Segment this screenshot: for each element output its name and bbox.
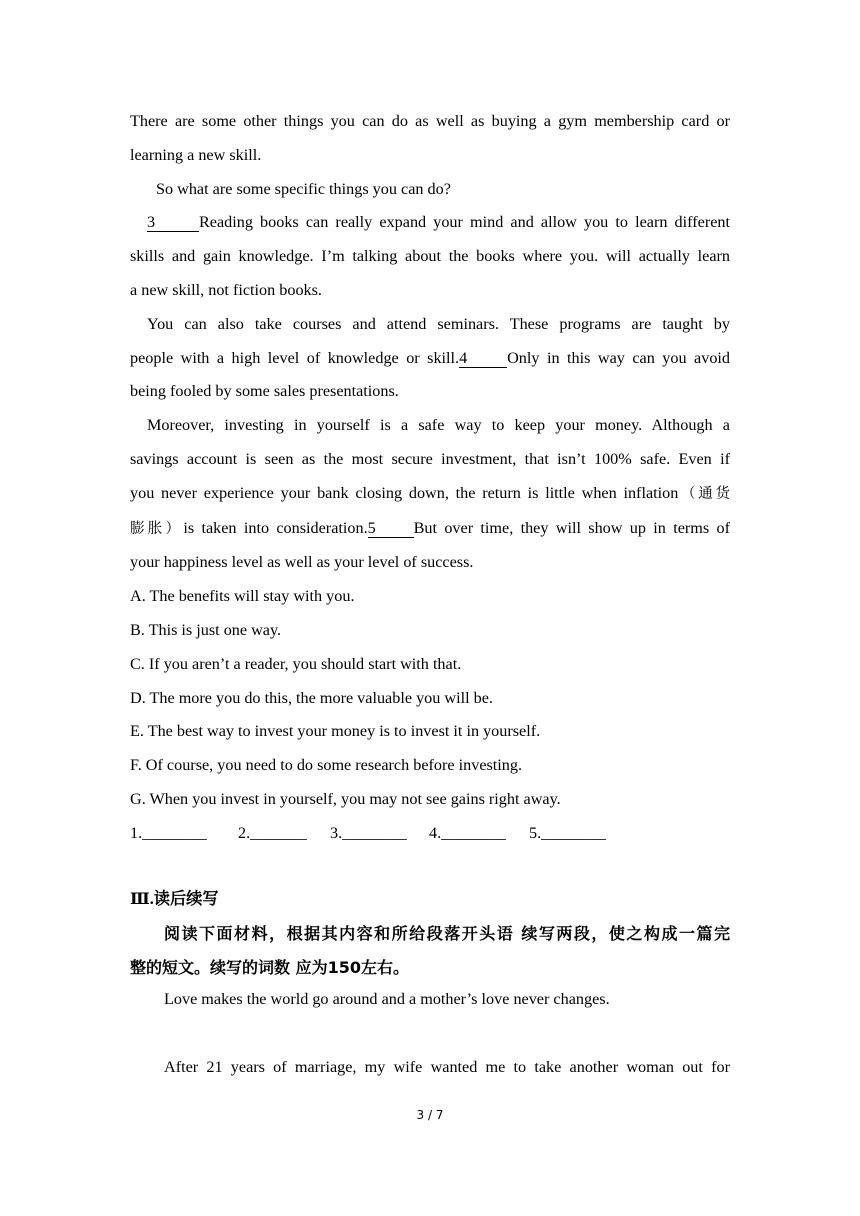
passage-text: But over time, they will show up in terms of bbox=[413, 518, 730, 537]
passage-text: Reading books can really expand your mind and allow you to learn different bbox=[199, 213, 730, 232]
page-number: 3 / 7 bbox=[416, 1108, 444, 1122]
passage-line: a new skill, not fiction books. bbox=[130, 280, 322, 299]
passage-line bbox=[130, 512, 730, 547]
passage-line: You can also take courses and attend seminars. These programs are taught by bbox=[147, 314, 730, 333]
answer-4: 4.________ bbox=[429, 823, 506, 842]
passage-text: is taken into consideration. bbox=[183, 518, 368, 537]
instruction-line: 整的短文。续写的词数 应为150左右。 bbox=[130, 958, 409, 977]
passage-line: learning a new skill. bbox=[130, 145, 262, 164]
answer-5: 5.________ bbox=[529, 823, 606, 842]
passage-line: savings account is seen as the most secure investment, that isn’t 100% safe. Even if bbox=[130, 449, 730, 468]
blank-3: 3 bbox=[147, 213, 199, 232]
option-e: E. The best way to invest your money is to invest it in yourself. bbox=[130, 722, 541, 741]
answer-2: 2._______ bbox=[238, 823, 307, 842]
passage-text: Only in this way can you avoid bbox=[507, 348, 731, 367]
option-list bbox=[130, 580, 730, 817]
passage-line: your happiness level as well as your level of success. bbox=[130, 553, 474, 572]
passage-line bbox=[130, 206, 730, 240]
blank-4: 4 bbox=[459, 349, 507, 368]
passage-line: skills and gain knowledge. I’m talking about the books where you. will actually learn bbox=[130, 247, 730, 266]
passage-text: people with a high level of knowledge or skill. bbox=[130, 348, 460, 367]
option-b: B. This is just one way. bbox=[130, 620, 282, 639]
passage-line: Moreover, investing in yourself is a safe way to keep your money. Although a bbox=[147, 416, 730, 435]
story-paragraph bbox=[130, 1050, 730, 1084]
section-heading: Ⅲ.读后续写 bbox=[130, 890, 219, 908]
option-f: F. Of course, you need to do some research before investing. bbox=[130, 756, 523, 775]
option-d: D. The more you do this, the more valuable you will be. bbox=[130, 688, 493, 707]
option-c: C. If you aren’t a reader, you should start with that. bbox=[130, 654, 462, 673]
passage-line bbox=[130, 477, 730, 512]
story-opening: Love makes the world go around and a mother’s love never changes. bbox=[164, 990, 610, 1008]
story-line: After 21 years of marriage, my wife wanted me to take another woman out for bbox=[164, 1058, 730, 1076]
option-g: G. When you invest in yourself, you may not see gains right away. bbox=[130, 789, 561, 808]
passage-line bbox=[130, 342, 730, 376]
passage-text-zh: （通货 bbox=[678, 485, 731, 502]
answer-1: 1.________ bbox=[130, 823, 207, 842]
instruction-line: 阅读下面材料，根据其内容和所给段落开头语 续写两段，使之构成一篇完 bbox=[164, 924, 730, 943]
passage-line: being fooled by some sales presentations. bbox=[130, 382, 399, 401]
passage-line: There are some other things you can do as well as buying a gym membership card or bbox=[130, 112, 730, 130]
answer-blanks bbox=[130, 817, 730, 851]
blank-5: 5 bbox=[368, 519, 414, 538]
passage-text: you never experience your bank closing down, the return is little when inflation bbox=[130, 483, 679, 502]
section-instruction bbox=[130, 917, 730, 985]
answer-3: 3.________ bbox=[330, 823, 407, 842]
passage-text-zh: 膨胀） bbox=[130, 520, 184, 537]
passage bbox=[130, 105, 730, 851]
option-a: A. The benefits will stay with you. bbox=[130, 587, 355, 606]
passage-line: So what are some specific things you can do? bbox=[156, 179, 451, 198]
